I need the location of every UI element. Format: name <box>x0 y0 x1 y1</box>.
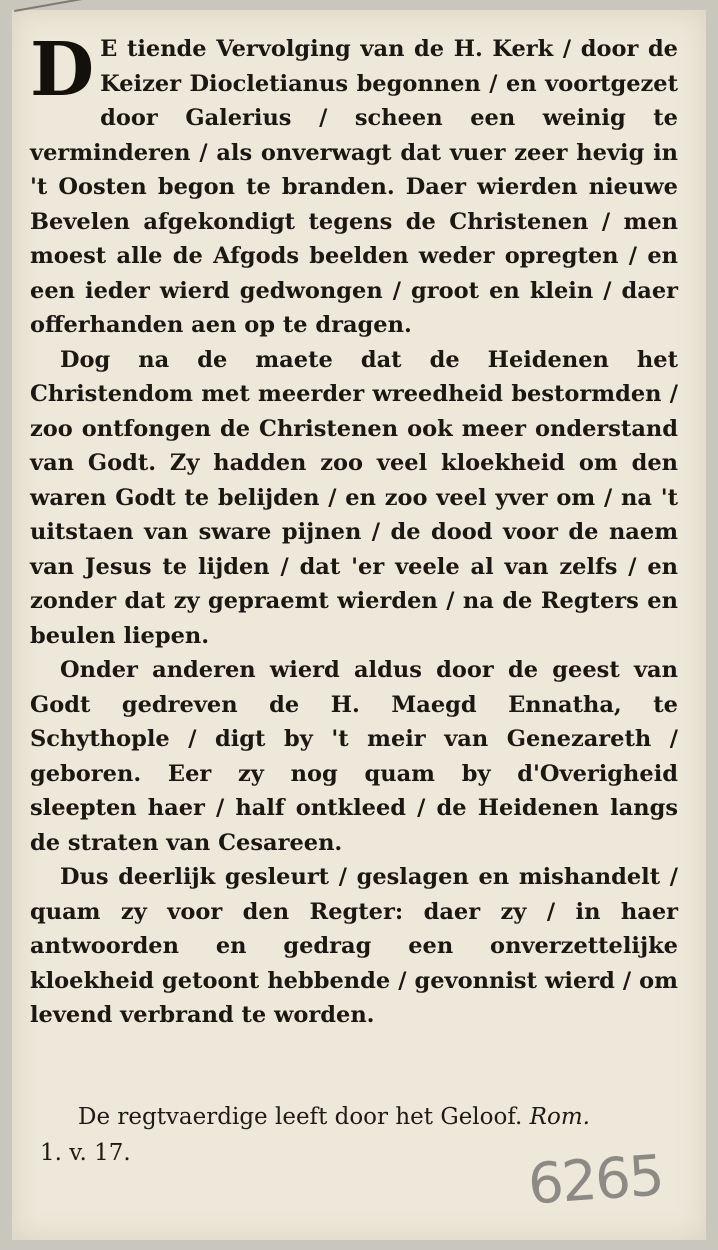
paragraph-1-text: E tiende Vervolging van de H. Kerk / door de Keizer Diocletianus begonnen / en voortgezet door Galerius / scheen een weinig te verminderen / als onverwagt dat vuer zeer hevig in 't Oosten begon te branden. Daer wierden nieuwe Bevelen afgekondigt tegens de Christenen / men moest alle de Afgods beelden weder opregten / en een ieder wierd gedwongen / groot en klein / daer offerhanden aen op te dragen. <box>30 36 678 338</box>
paragraph-3: Onder anderen wierd aldus door de geest van Godt gedreven de H. Maegd Ennatha, te Schythople / digt by 't meir van Genezareth / geboren. Eer zy nog quam by d'Overigheid sleepten haer / half ontkleed / de Heidenen langs de straten van Cesareen. <box>30 657 678 856</box>
motto-reference-verse: 1. v. 17. <box>40 1140 131 1166</box>
main-text <box>30 27 678 1033</box>
paragraph-2: Dog na de maete dat de Heidenen het Christendom met meerder wreedheid bestormden / zoo ontfongen de Christenen ook meer onderstand van Godt. Zy hadden zoo veel kloekheid om den waren Godt te belijden / en zoo veel yver om / na 't uitstaen van sware pijnen / de dood voor de naem van Jesus te lijden / dat 'er veele al van zelfs / en zonder dat zy gepraemt wierden / na de Regters en beulen liepen. <box>30 346 678 649</box>
bible-motto <box>78 1104 688 1130</box>
motto-reference-book: Rom. <box>529 1104 590 1130</box>
paragraph-1 <box>30 27 678 343</box>
paragraph-4: Dus deerlijk gesleurt / geslagen en mishandelt / quam zy voor den Regter: daer zy / in haer antwoorden en gedrag een onverzettelijke kloekheid getoont hebbende / gevonnist wierd / om levend verbrand te worden. <box>30 864 678 1028</box>
drop-cap: D <box>30 27 95 113</box>
pencil-inventory-number: 6265 <box>525 1143 665 1218</box>
motto-text: De regtvaerdige leeft door het Geloof. <box>78 1104 523 1130</box>
